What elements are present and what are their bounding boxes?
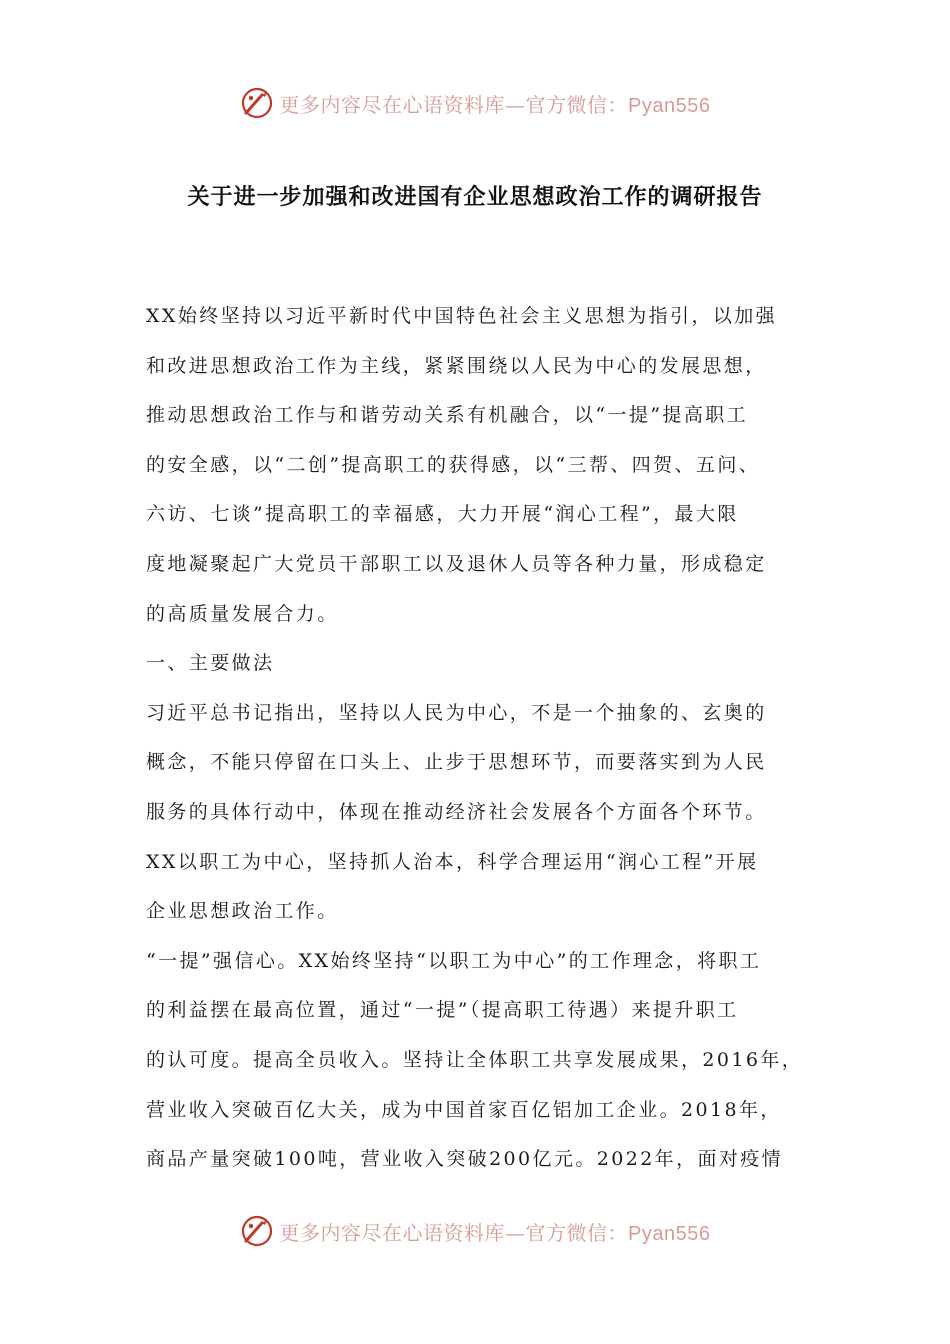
wechat-id: Pyan556 (628, 94, 711, 117)
footer-watermark-banner (0, 1211, 950, 1251)
paragraph-line: 习近平总书记指出，坚持以人民为中心，不是一个抽象的、玄奥的 (146, 701, 767, 724)
paragraph-line: 度地凝聚起广大党员干部职工以及退休人员等各种力量，形成稳定 (146, 552, 767, 575)
paragraph-line: 服务的具体行动中，体现在推动经济社会发展各个方面各个环节。 (146, 800, 767, 823)
document-body (146, 292, 810, 1185)
paragraph-line: 的安全感，以“二创”提高职工的获得感，以“三帮、四贺、五问、 (146, 453, 761, 476)
section-heading: 一、主要做法 (146, 652, 275, 675)
header-watermark-banner (0, 83, 950, 123)
paragraph-line: 推动思想政治工作与和谐劳动关系有机融合，以“一提”提高职工 (146, 404, 749, 427)
paragraph-line: 的认可度。提高全员收入。坚持让全体职工共享发展成果，2016年， (146, 1048, 804, 1071)
wechat-id: Pyan556 (628, 1222, 711, 1245)
paragraph-line: XX始终坚持以习近平新时代中国特色社会主义思想为指引，以加强 (146, 305, 778, 327)
paragraph-line: 商品产量突破100吨，营业收入突破200亿元。2022年，面对疫情 (146, 1148, 784, 1171)
paragraph-line: XX以职工为中心，坚持抓人治本，科学合理运用“润心工程”开展 (146, 850, 759, 873)
paragraph-line: 和改进思想政治工作为主线，紧紧围绕以人民为中心的发展思想， (146, 354, 767, 377)
banner-text: 更多内容尽在心语资料库—官方微信：Pyan556 (279, 1220, 711, 1245)
paragraph-line: 的高质量发展合力。 (146, 602, 339, 625)
paragraph-line: 企业思想政治工作。 (146, 900, 339, 923)
banner-text: 更多内容尽在心语资料库—官方微信：Pyan556 (279, 92, 711, 117)
paragraph-line: “一提”强信心。XX始终坚持“以职工为中心”的工作理念，将职工 (146, 949, 762, 972)
pen-circle-logo-icon (240, 86, 274, 120)
document-title: 关于进一步加强和改进国有企业思想政治工作的调研报告 (187, 184, 763, 210)
paragraph-line: 概念，不能只停留在口头上、止步于思想环节，而要落实到为人民 (146, 751, 767, 774)
paragraph-line: 六访、七谈”提高职工的幸福感，大力开展“润心工程”，最大限 (146, 503, 739, 526)
pen-circle-logo-icon (240, 1214, 274, 1248)
paragraph-line: 营业收入突破百亿大关，成为中国首家百亿铝加工企业。2018年， (146, 1098, 782, 1121)
paragraph-line: 的利益摆在最高位置，通过“一提”（提高职工待遇）来提升职工 (146, 999, 739, 1022)
